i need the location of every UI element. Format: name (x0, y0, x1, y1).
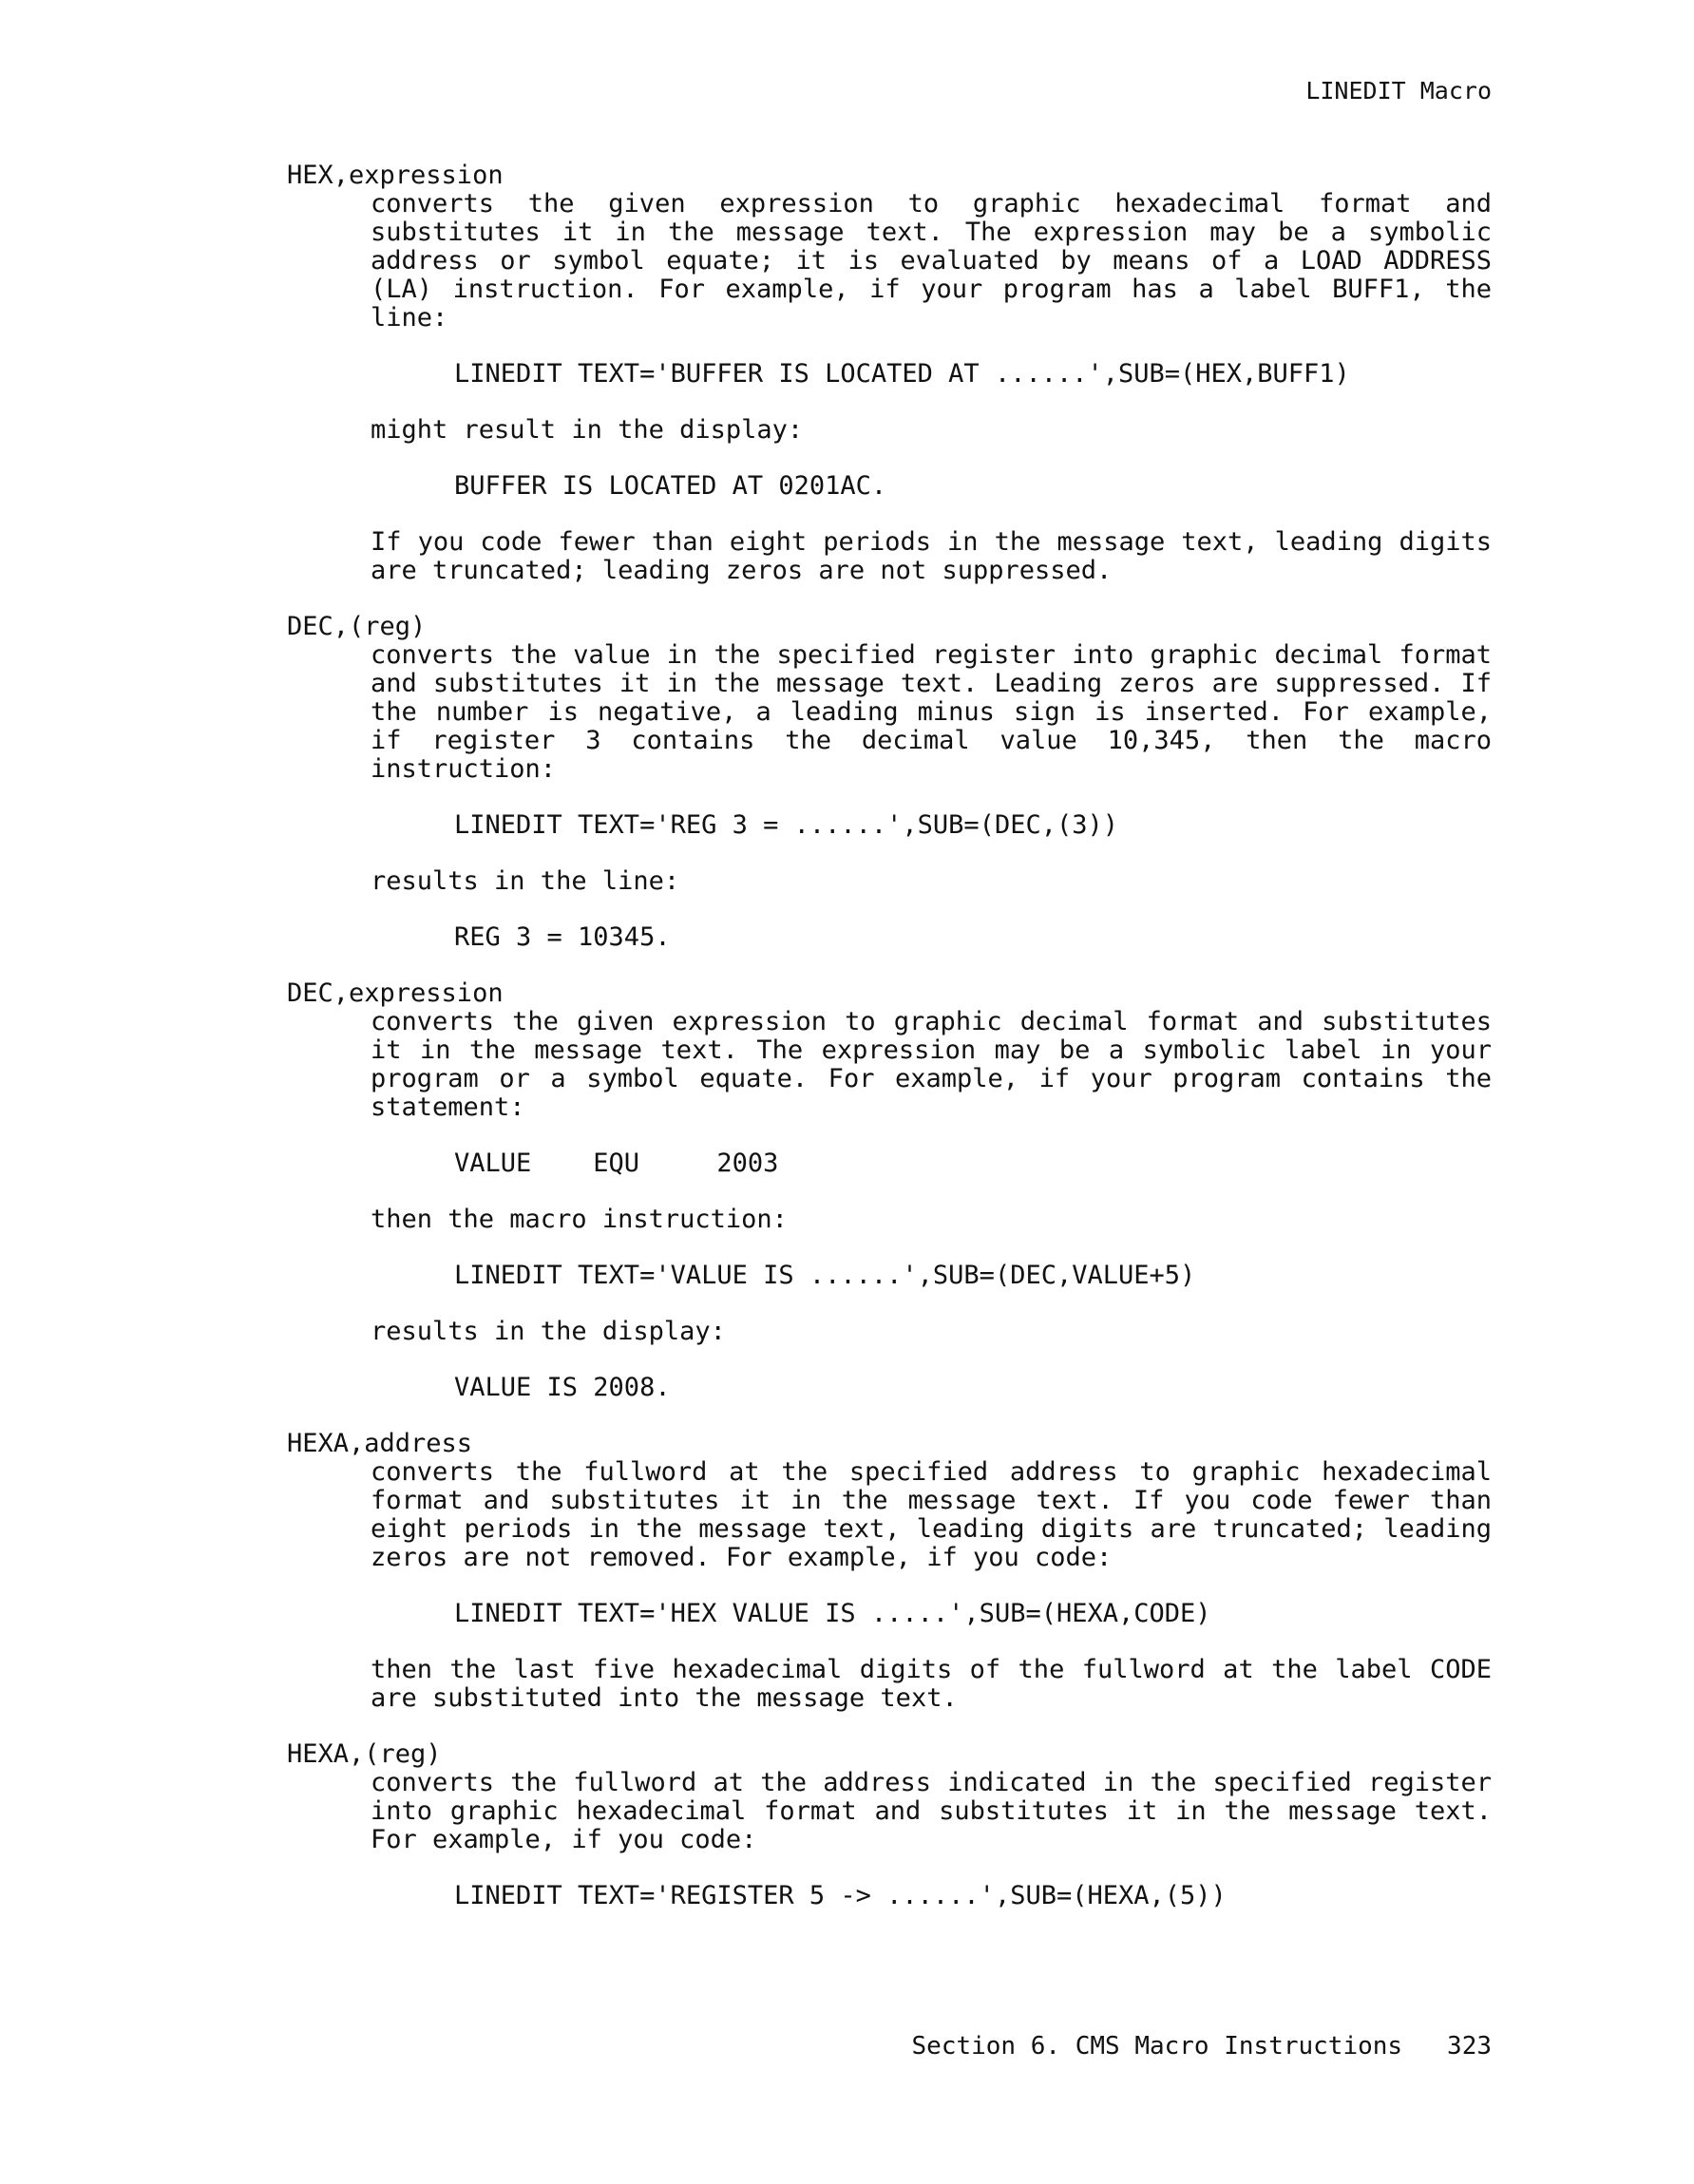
operand-term: DEC,(reg) (287, 612, 427, 641)
description-paragraph: converts the value in the specified register into graphic decimal format and substitutes it in the message text. Leading zeros are suppressed. If the number is negative, a leading minus sign is inserted. For example, if register 3 contains the decimal value 10,345, then the macro instruction: (371, 640, 1492, 784)
description-paragraph: converts the given expression to graphic hexadecimal format and substitutes it in the message text. The expression may be a symbolic address or symbol equate; it is evaluated by means of a LOAD ADDRESS (LA) instruction. For example, if your program has a label BUFF1, the line: (371, 189, 1492, 332)
operand-term: HEXA,address (287, 1429, 473, 1458)
page-header: LINEDIT Macro (1305, 77, 1492, 104)
description-paragraph: then the last five hexadecimal digits of the fullword at the label CODE are substituted into the message text. (371, 1655, 1492, 1713)
description-paragraph: results in the line: (371, 866, 680, 896)
display-example: VALUE IS 2008. (454, 1373, 671, 1402)
operand-entry-dec-expression (287, 979, 1494, 1402)
code-example: LINEDIT TEXT='HEX VALUE IS .....',SUB=(HEXA,CODE) (454, 1599, 1211, 1628)
description-paragraph: converts the given expression to graphic decimal format and substitutes it in the message text. The expression may be a symbolic label in your program or a symbol equate. For example, if your program contains the statement: (371, 1007, 1492, 1122)
description-paragraph: might result in the display: (371, 415, 804, 445)
description-paragraph: If you code fewer than eight periods in the message text, leading digits are truncated; leading zeros are not suppressed. (371, 527, 1492, 585)
operand-description (371, 1769, 1494, 1910)
code-example: LINEDIT TEXT='VALUE IS ......',SUB=(DEC,VALUE+5) (454, 1261, 1196, 1290)
operand-entry-hex-expression (287, 161, 1494, 585)
operand-description (371, 190, 1494, 585)
code-example: LINEDIT TEXT='BUFFER IS LOCATED AT ......',SUB=(HEX,BUFF1) (454, 359, 1350, 389)
operand-entry-hexa-address (287, 1430, 1494, 1713)
description-paragraph: results in the display: (371, 1317, 726, 1346)
operand-description (371, 1008, 1494, 1402)
code-example: LINEDIT TEXT='REGISTER 5 -> ......',SUB=(HEXA,(5)) (454, 1881, 1227, 1910)
operand-entry-dec-reg (287, 613, 1494, 952)
operand-entry-hexa-reg (287, 1740, 1494, 1910)
description-paragraph: converts the fullword at the address indicated in the specified register into graphic hexadecimal format and substitutes it in the message text. For example, if you code: (371, 1768, 1492, 1854)
operand-description (371, 1458, 1494, 1713)
code-example: LINEDIT TEXT='REG 3 = ......',SUB=(DEC,(3)) (454, 810, 1118, 840)
operand-description (371, 641, 1494, 952)
display-example: REG 3 = 10345. (454, 922, 671, 952)
code-example: VALUE EQU 2003 (454, 1149, 779, 1178)
description-paragraph: then the macro instruction: (371, 1205, 788, 1234)
page-footer: Section 6. CMS Macro Instructions 323 (911, 2032, 1492, 2061)
description-paragraph: converts the fullword at the specified address to graphic hexadecimal format and substitutes it in the message text. If you code fewer than eight periods in the message text, leading digits are truncated; leading zeros are not removed. For example, if you code: (371, 1457, 1492, 1572)
operand-term: DEC,expression (287, 978, 504, 1008)
operand-term: HEX,expression (287, 161, 504, 190)
operand-term: HEXA,(reg) (287, 1739, 442, 1769)
display-example: BUFFER IS LOCATED AT 0201AC. (454, 471, 887, 501)
page-content (287, 161, 1494, 1938)
